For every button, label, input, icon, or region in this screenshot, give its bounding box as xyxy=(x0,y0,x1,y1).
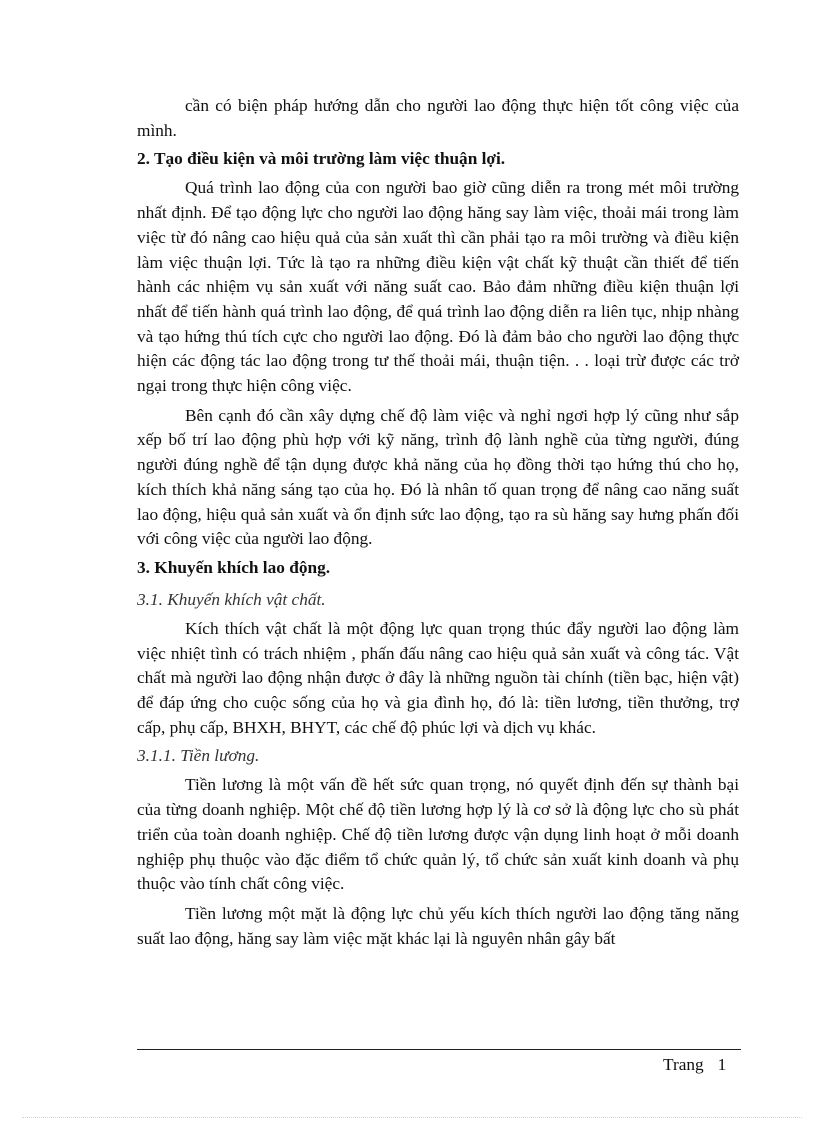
section-heading-2: 2. Tạo điều kiện và môi trường làm việc thuận lợi. xyxy=(137,149,506,169)
paragraph-salary: Tiền lương là một vấn đề hết sức quan trọng, nó quyết định đến sự thành bại của từng doanh nghiệp. Một chế độ tiền lương hợp lý là cơ sở là động lực cho sù phát triển của toàn doanh nghiệp. Chế độ tiền lương được vận dụng linh hoạt ở mỗi doanh nghiệp phụ thuộc vào đặc điểm tổ chức quản lý, tổ chức sản xuất kinh doanh và phụ thuộc vào tính chất công việc. xyxy=(137,775,739,894)
paragraph-continuation: cần có biện pháp hướng dẫn cho người lao động thực hiện tốt công việc của mình. xyxy=(137,96,739,140)
paragraph-work-schedule: Bên cạnh đó cần xây dựng chế độ làm việc và nghỉ ngơi hợp lý cũng như sắp xếp bố trí lao động phù hợp với kỹ năng, trình độ lành nghề của từng người, đúng người đúng nghề để tận dụng được khả năng của họ đồng thời tạo hứng thú cho họ, kích thích khả năng sáng tạo của họ. Đó là nhân tố quan trọng để nâng cao năng suất lao động, hiệu quả sản xuất và ổn định sức lao động, tạo ra sù hăng say hưng phấn đối với công việc của người lao động. xyxy=(137,405,739,549)
page-bottom-border xyxy=(22,1117,802,1118)
footer-divider xyxy=(137,1049,741,1050)
page-number: 1 xyxy=(717,1055,727,1074)
paragraph-working-environment: Quá trình lao động của con người bao giờ cũng diễn ra trong mét môi trường nhất định. Để tạo động lực cho người lao động hăng say làm việc, thoải mái trong làm việc từ đó nâng cao hiệu quả của sản xuất thì cần phải tạo ra môi trường và điều kiện làm việc thuận lợi. Tức là tạo ra những điều kiện vật chất kỹ thuật cần thiết để tiến hành các nhiệm vụ sản xuất với năng suất cao. Bảo đảm những điều kiện thuận lợi nhất để tiến hành quá trình lao động, để quá trình lao động diễn ra liên tục, nhịp nhàng và tạo hứng thú tích cực cho người lao động. Đó là đảm bảo cho người lao động thực hiện các động tác lao động trong tư thế thoải mái, thuận tiện. . . loại trừ được các trở ngại trong thực hiện công việc. xyxy=(137,178,739,396)
paragraph-salary-motivation: Tiền lương một mặt là động lực chủ yếu kích thích người lao động tăng năng suất lao động, hăng say làm việc mặt khác lại là nguyên nhân gây bất xyxy=(137,903,739,948)
page-label: Trang xyxy=(663,1055,704,1074)
page-content xyxy=(137,94,739,951)
subsection-heading-3-1: 3.1. Khuyến khích vật chất. xyxy=(137,589,326,609)
paragraph-material-incentives: Kích thích vật chất là một động lực quan trọng thúc đẩy người lao động làm việc nhiệt tình có trách nhiệm , phấn đấu nâng cao hiệu quả sản xuất và công tác. Vật chất mà người lao động nhận được ở đây là những nguồn tài chính (tiền bạc, hiện vật) để đáp ứng cho cuộc sống của họ và gia đình họ, đó là: tiền lương, tiền thưởng, trợ cấp, phụ cấp, BHXH, BHYT, các chế độ phúc lợi và dịch vụ khác. xyxy=(137,618,739,737)
section-heading-3: 3. Khuyến khích lao động. xyxy=(137,557,331,577)
subsection-heading-3-1-1: 3.1.1. Tiền lương. xyxy=(137,746,260,766)
page-footer xyxy=(663,1055,726,1075)
